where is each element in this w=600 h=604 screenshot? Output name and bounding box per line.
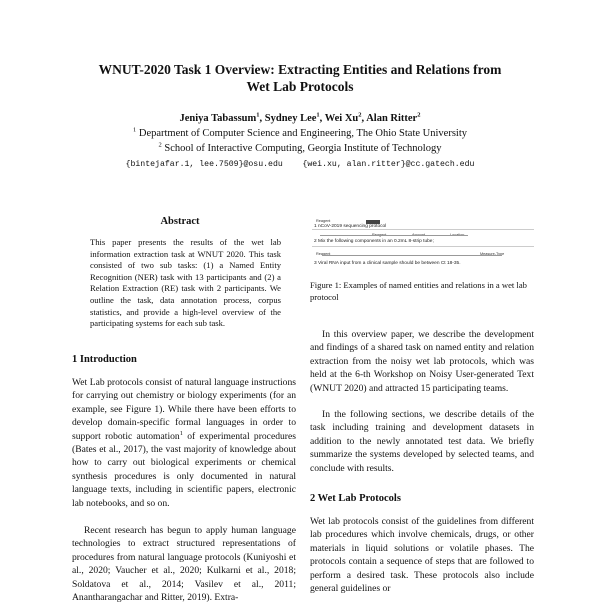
entity-tag-location: Location	[450, 233, 465, 237]
section-1-paragraph-1	[72, 376, 296, 510]
entity-tag-amount: Amount	[412, 233, 426, 237]
figure-line-1: 1 nCoV-2019 sequencing protocol	[314, 224, 387, 229]
affiliation-1	[0, 128, 600, 139]
author: Jeniya Tabassum	[179, 113, 257, 124]
affiliation-2	[0, 143, 600, 154]
affiliation-sup: 2	[158, 141, 162, 149]
figure-rule	[312, 229, 534, 230]
right-paragraph-1: In this overview paper, we describe the development and findings of a shared task on named entity and relation extraction from the noisy wet lab protocols, which was held at the 6-th Workshop on Noisy User-generated Text (WNUT 2020) and attracted 15 participating teams.	[310, 329, 534, 394]
abstract-text: This paper presents the results of the wet lab information extraction task at WNUT 2020. This task consisted of two sub tasks: (1) a Named Entity Recognition (NER) task with 13 participants and (2) a Relation Extraction (RE) task with 2 participants. We outline the task, data annotation process, corpus statistics, and provide a high-level overview of the participating systems for each sub task.	[90, 237, 281, 329]
author: Wei Xu	[324, 113, 359, 124]
section-2-paragraph-1: Wet lab protocols consist of the guidelines from different lab procedures which involve chemicals, drugs, or other materials in liquid solutions or volatile phases. The protocols contain a sequence of steps that are followed to perform a desired task. These protocols also include general guidelines or	[310, 516, 534, 595]
figure-1	[312, 216, 534, 274]
figure-1-caption: Figure 1: Examples of named entities and relations in a wet lab protocol	[310, 280, 527, 302]
title-line-2: Wet Lab Protocols	[246, 79, 354, 94]
author: Alan Ritter	[366, 113, 418, 124]
author-sup: 1	[316, 111, 320, 119]
figure-line-2: 2 Mix the following components in an 0.2mL 8-strip tube;	[314, 239, 434, 244]
relation-arc	[322, 255, 502, 258]
figure-line-3: 3 Viral RNA input from a clinical sample should be between Ct 18-35.	[314, 261, 461, 266]
affiliation-sup: 1	[132, 126, 137, 134]
abstract-heading: Abstract	[160, 216, 200, 227]
author-list: Jeniya Tabassum$^1$, Sydney Lee$^1$, Wei Xu$^2$, Alan Ritter$^2$	[179, 111, 421, 124]
entity-tag-reagent: Reagent	[316, 219, 331, 223]
intro-text: Wet Lab protocols consist of natural language instructions for carrying out chemistry or biology experiments (for an example, see Figure 1). While there have been efforts to develop domain-specific formal languages in order to support robotic automation	[72, 377, 296, 442]
figure-rule	[312, 246, 534, 247]
footnote-marker: 1	[179, 429, 183, 437]
entity-tag-reagent: Reagent	[316, 252, 331, 256]
entity-tag-measure-type: Measure-Type	[480, 252, 505, 256]
paper-title	[0, 61, 600, 95]
section-1-heading: 1 Introduction	[72, 354, 137, 365]
right-paragraph-2: In the following sections, we describe details of the task including training and development datasets in addition to the newly annotated test data. We briefly summarize the systems developed by selected teams, and conclude with results.	[310, 409, 534, 474]
affiliation-text: School of Interactive Computing, Georgia Institute of Technology	[164, 143, 442, 154]
author-sup: 2	[358, 111, 362, 119]
title-line-1: WNUT-2020 Task 1 Overview: Extracting Entities and Relations from	[98, 62, 502, 77]
author-sup: 2	[417, 111, 421, 119]
author-emails: {bintejafar.1, lee.7509}@osu.edu {wei.xu, alan.ritter}@cc.gatech.edu	[125, 160, 475, 169]
entity-tag-reagent: Reagent	[372, 233, 387, 237]
author-sup: 1	[256, 111, 260, 119]
section-1-paragraph-2: Recent research has begun to apply human language technologies to extract structured representations of procedures from natural language protocols (Kuniyoshi et al., 2020; Vaucher et al., 2020; Kulkarni et al., 2018; Soldatova et al., 2014; Vasilev et al., 2011; Anantharangachar and Ritter, 2019). Extra-	[72, 525, 296, 604]
intro-text-rest: of experimental procedures (Bates et al., 2017), the vast majority of knowledge about how to carry out biological experiments or chemical synthesis procedures is only documented in natural language texts, including in scientific papers, electronic lab notebooks, and so on.	[72, 430, 296, 509]
section-2-heading: 2 Wet Lab Protocols	[310, 493, 401, 504]
affiliation-text: Department of Computer Science and Engineering, The Ohio State University	[138, 128, 467, 139]
author: Sydney Lee	[264, 113, 317, 124]
